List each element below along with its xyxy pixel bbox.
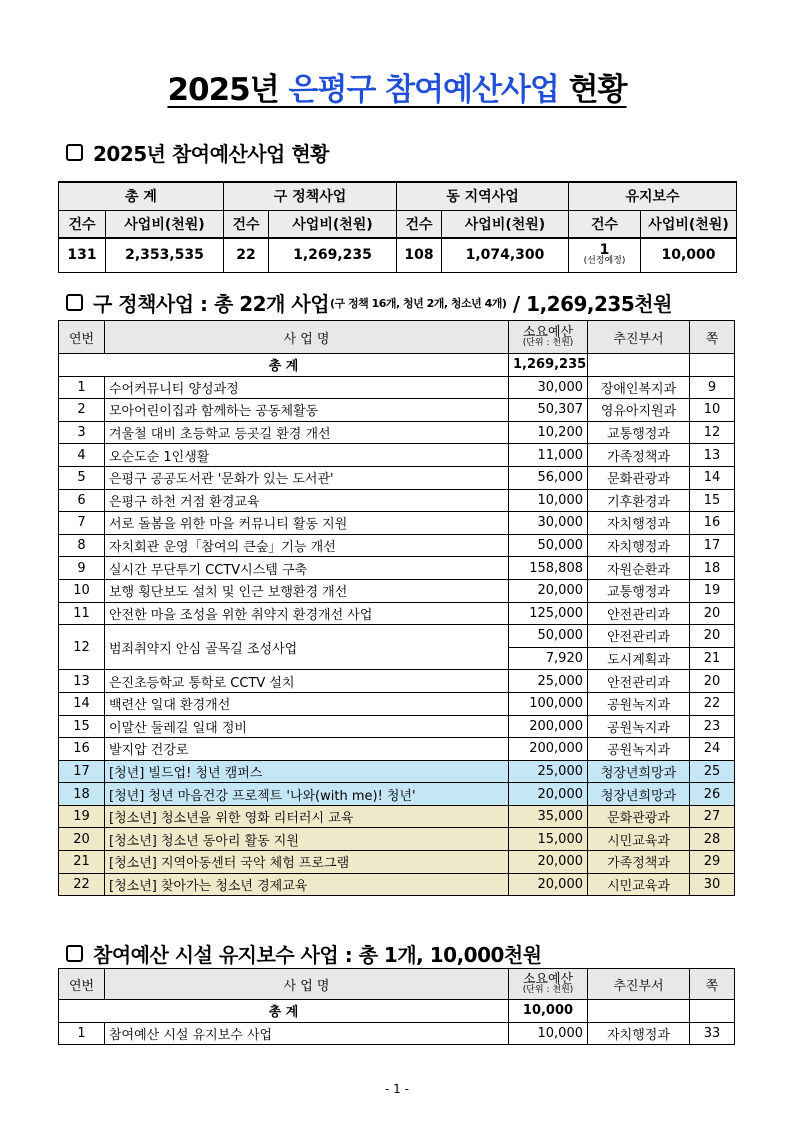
col-cost: 사업비(천원) [442, 210, 569, 238]
empty-cell [588, 1000, 690, 1023]
row-budget: 20,000 [509, 851, 588, 874]
row-budget: 20,000 [509, 873, 588, 896]
summary-value-row [59, 238, 737, 272]
row-dept: 공원녹지과 [588, 738, 690, 761]
table-row [59, 783, 735, 806]
row-page: 30 [690, 873, 735, 896]
row-budget: 35,000 [509, 805, 588, 828]
row-dept: 안전관리과 [588, 670, 690, 693]
row-page: 26 [690, 783, 735, 806]
row-name: 은평구 공공도서관 '문화가 있는 도서관' [105, 466, 509, 489]
empty-cell [588, 354, 690, 377]
total-count: 131 [59, 238, 106, 272]
maint-count: 1 [599, 242, 610, 259]
row-name: 은평구 하천 거점 환경교육 [105, 489, 509, 512]
row-page: 25 [690, 760, 735, 783]
row-name: [청년] 빌드업! 청년 캠퍼스 [105, 760, 509, 783]
row-dept: 문화관광과 [588, 466, 690, 489]
row-dept: 문화관광과 [588, 805, 690, 828]
summary-group-maint: 유지보수 [569, 182, 737, 210]
row-budget: 50,307 [509, 399, 588, 422]
title-highlight: 은평구 참여예산사업 [288, 72, 559, 108]
row-page: 21 [690, 647, 735, 670]
row-no: 18 [59, 783, 105, 806]
row-budget: 50,000 [509, 625, 588, 648]
section-heading-tail: / 1,269,235천원 [506, 292, 672, 316]
row-name: 범죄취약지 안심 골목길 조성사업 [105, 625, 509, 670]
row-page: 9 [690, 376, 735, 399]
table-row [59, 760, 735, 783]
row-budget: 10,000 [509, 1022, 588, 1045]
row-budget: 20,000 [509, 579, 588, 602]
row-page: 13 [690, 444, 735, 467]
row-budget: 200,000 [509, 738, 588, 761]
row-page: 15 [690, 489, 735, 512]
row-page: 33 [690, 1022, 735, 1045]
row-dept: 가족정책과 [588, 851, 690, 874]
col-cost: 사업비(천원) [106, 210, 224, 238]
row-page: 10 [690, 399, 735, 422]
section-heading-sub: (구 정책 16개, 청년 2개, 청소년 4개) [330, 296, 507, 310]
table-row [59, 873, 735, 896]
row-budget: 7,920 [509, 647, 588, 670]
row-budget: 10,000 [509, 489, 588, 512]
gu-cost: 1,269,235 [269, 238, 397, 272]
checkbox-square-icon [66, 294, 83, 311]
row-name: 안전한 마을 조성을 위한 취약지 환경개선 사업 [105, 602, 509, 625]
row-dept: 교통행정과 [588, 421, 690, 444]
header-budget-unit: (단위 : 천원) [522, 984, 574, 995]
row-budget: 30,000 [509, 376, 588, 399]
row-no: 13 [59, 670, 105, 693]
maintenance-header-row [59, 969, 735, 1000]
row-name: [청소년] 지역아동센터 국악 체험 프로그램 [105, 851, 509, 874]
row-page: 16 [690, 512, 735, 535]
table-row [59, 715, 735, 738]
row-no: 16 [59, 738, 105, 761]
summary-group-row [59, 182, 737, 210]
header-dept: 추진부서 [588, 321, 690, 354]
row-dept: 장애인복지과 [588, 376, 690, 399]
row-name: 보행 횡단보도 설치 및 인근 보행환경 개선 [105, 579, 509, 602]
row-page: 22 [690, 692, 735, 715]
table-row [59, 692, 735, 715]
section-heading-maintenance [66, 939, 542, 968]
table-row [59, 579, 735, 602]
header-budget-unit: (단위 : 천원) [522, 337, 574, 348]
section-heading-policy [66, 288, 672, 317]
row-page: 14 [690, 466, 735, 489]
section-heading-text: 참여예산 시설 유지보수 사업 : 총 1개, 10,000천원 [93, 943, 542, 967]
row-dept: 자치행정과 [588, 512, 690, 535]
table-row [59, 534, 735, 557]
policy-total-row [59, 354, 735, 377]
row-no: 15 [59, 715, 105, 738]
checkbox-square-icon [66, 945, 83, 962]
table-row [59, 376, 735, 399]
row-name: [청소년] 청소년을 위한 영화 리터러시 교육 [105, 805, 509, 828]
page-title [0, 64, 794, 109]
maintenance-total-row [59, 1000, 735, 1023]
row-dept: 시민교육과 [588, 873, 690, 896]
row-budget: 30,000 [509, 512, 588, 535]
maintenance-table-body [59, 969, 735, 1045]
row-name: 모아어린이집과 함께하는 공동체활동 [105, 399, 509, 422]
row-dept: 가족정책과 [588, 444, 690, 467]
table-row [59, 828, 735, 851]
table-row [59, 1022, 735, 1045]
table-row [59, 738, 735, 761]
row-no: 3 [59, 421, 105, 444]
maint-count-cell [569, 238, 641, 272]
table-row [59, 444, 735, 467]
row-dept: 교통행정과 [588, 579, 690, 602]
row-dept: 청장년희망과 [588, 760, 690, 783]
col-cost: 사업비(천원) [641, 210, 737, 238]
table-row [59, 670, 735, 693]
row-name: 겨울철 대비 초등학교 등곳길 환경 개선 [105, 421, 509, 444]
empty-cell [690, 1000, 735, 1023]
col-count: 건수 [224, 210, 269, 238]
maintenance-total-label: 총 계 [59, 1000, 509, 1023]
row-budget: 200,000 [509, 715, 588, 738]
row-budget: 20,000 [509, 783, 588, 806]
gu-count: 22 [224, 238, 269, 272]
row-no: 14 [59, 692, 105, 715]
header-page: 쪽 [690, 969, 735, 1000]
row-no: 11 [59, 602, 105, 625]
row-no: 10 [59, 579, 105, 602]
row-dept: 공원녹지과 [588, 692, 690, 715]
row-dept: 안전관리과 [588, 625, 690, 648]
row-page: 19 [690, 579, 735, 602]
row-dept: 도시계획과 [588, 647, 690, 670]
row-name: 은진초등학교 통학로 CCTV 설치 [105, 670, 509, 693]
table-row [59, 489, 735, 512]
row-no: 20 [59, 828, 105, 851]
row-page: 23 [690, 715, 735, 738]
page-number: - 1 - [385, 1082, 409, 1096]
header-budget-label: 소요예산 [522, 971, 574, 987]
section-heading-text: 구 정책사업 : 총 22개 사업 [93, 292, 330, 316]
maint-cost: 10,000 [641, 238, 737, 272]
row-no: 9 [59, 557, 105, 580]
row-dept: 청장년희망과 [588, 783, 690, 806]
row-page: 20 [690, 625, 735, 648]
header-page: 쪽 [690, 321, 735, 354]
row-no: 1 [59, 1022, 105, 1045]
empty-cell [690, 354, 735, 377]
header-budget [509, 321, 588, 354]
row-budget: 10,200 [509, 421, 588, 444]
maintenance-table [58, 968, 735, 1045]
row-no: 2 [59, 399, 105, 422]
header-name: 사 업 명 [105, 969, 509, 1000]
summary-group-dong: 동 지역사업 [397, 182, 569, 210]
title-year: 2025년 [167, 72, 279, 108]
table-row [59, 805, 735, 828]
row-name: 백련산 일대 환경개선 [105, 692, 509, 715]
row-page: 28 [690, 828, 735, 851]
row-budget: 50,000 [509, 534, 588, 557]
row-page: 29 [690, 851, 735, 874]
total-cost: 2,353,535 [106, 238, 224, 272]
row-dept: 자치행정과 [588, 1022, 690, 1045]
row-name: 참여예산 시설 유지보수 사업 [105, 1022, 509, 1045]
row-page: 24 [690, 738, 735, 761]
row-dept: 안전관리과 [588, 602, 690, 625]
table-row [59, 557, 735, 580]
header-no: 연번 [59, 969, 105, 1000]
table-row [59, 602, 735, 625]
row-no: 21 [59, 851, 105, 874]
row-no: 12 [59, 625, 105, 670]
row-name: 이말산 둘레길 일대 정비 [105, 715, 509, 738]
table-row [59, 851, 735, 874]
row-dept: 공원녹지과 [588, 715, 690, 738]
row-no: 7 [59, 512, 105, 535]
policy-header-row [59, 321, 735, 354]
col-count: 건수 [59, 210, 106, 238]
section-heading-summary [66, 138, 329, 167]
table-row [59, 466, 735, 489]
row-budget: 100,000 [509, 692, 588, 715]
row-dept: 기후환경과 [588, 489, 690, 512]
row-page: 20 [690, 602, 735, 625]
row-name: 자치회관 운영「참여의 큰숲」기능 개선 [105, 534, 509, 557]
maint-note: (선정예정) [583, 256, 626, 267]
row-budget: 11,000 [509, 444, 588, 467]
row-name: 오순도순 1인생활 [105, 444, 509, 467]
row-budget: 15,000 [509, 828, 588, 851]
row-no: 1 [59, 376, 105, 399]
row-no: 17 [59, 760, 105, 783]
table-row [59, 512, 735, 535]
header-budget [509, 969, 588, 1000]
row-page: 18 [690, 557, 735, 580]
header-budget-label: 소요예산 [522, 324, 574, 340]
header-no: 연번 [59, 321, 105, 354]
table-row [59, 625, 735, 648]
row-dept: 영유아지원과 [588, 399, 690, 422]
row-dept: 자치행정과 [588, 534, 690, 557]
summary-subheader-row [59, 210, 737, 238]
row-name: 실시간 무단투기 CCTV시스템 구축 [105, 557, 509, 580]
policy-total-label: 총 계 [59, 354, 509, 377]
header-name: 사 업 명 [105, 321, 509, 354]
policy-table-body [59, 321, 735, 896]
row-dept: 자원순환과 [588, 557, 690, 580]
row-budget: 25,000 [509, 670, 588, 693]
table-row [59, 421, 735, 444]
row-no: 6 [59, 489, 105, 512]
section-heading-text: 2025년 참여예산사업 현황 [93, 142, 329, 166]
row-name: [청소년] 찾아가는 청소년 경제교육 [105, 873, 509, 896]
row-name: [청소년] 청소년 동아리 활동 지원 [105, 828, 509, 851]
row-budget: 158,808 [509, 557, 588, 580]
table-row [59, 399, 735, 422]
dong-cost: 1,074,300 [442, 238, 569, 272]
header-dept: 추진부서 [588, 969, 690, 1000]
maintenance-total-value: 10,000 [509, 1000, 588, 1023]
row-name: 서로 돌봄을 위한 마을 커뮤니티 활동 지원 [105, 512, 509, 535]
row-budget: 25,000 [509, 760, 588, 783]
checkbox-square-icon [66, 144, 83, 161]
row-name: [청년] 청년 마음건강 프로젝트 '나와(with me)! 청년' [105, 783, 509, 806]
dong-count: 108 [397, 238, 442, 272]
row-no: 4 [59, 444, 105, 467]
row-dept: 시민교육과 [588, 828, 690, 851]
row-name: 발지압 건강로 [105, 738, 509, 761]
col-count: 건수 [569, 210, 641, 238]
row-no: 22 [59, 873, 105, 896]
summary-table [58, 181, 737, 273]
row-budget: 56,000 [509, 466, 588, 489]
row-no: 19 [59, 805, 105, 828]
row-page: 12 [690, 421, 735, 444]
row-budget: 125,000 [509, 602, 588, 625]
title-suffix: 현황 [568, 72, 627, 108]
col-cost: 사업비(천원) [269, 210, 397, 238]
summary-group-total: 총 계 [59, 182, 224, 210]
row-page: 27 [690, 805, 735, 828]
row-name: 수어커뮤니티 양성과정 [105, 376, 509, 399]
policy-total-value: 1,269,235 [509, 354, 588, 377]
row-page: 17 [690, 534, 735, 557]
row-no: 5 [59, 466, 105, 489]
row-no: 8 [59, 534, 105, 557]
summary-group-gu: 구 정책사업 [224, 182, 397, 210]
row-page: 20 [690, 670, 735, 693]
col-count: 건수 [397, 210, 442, 238]
policy-table [58, 320, 735, 896]
